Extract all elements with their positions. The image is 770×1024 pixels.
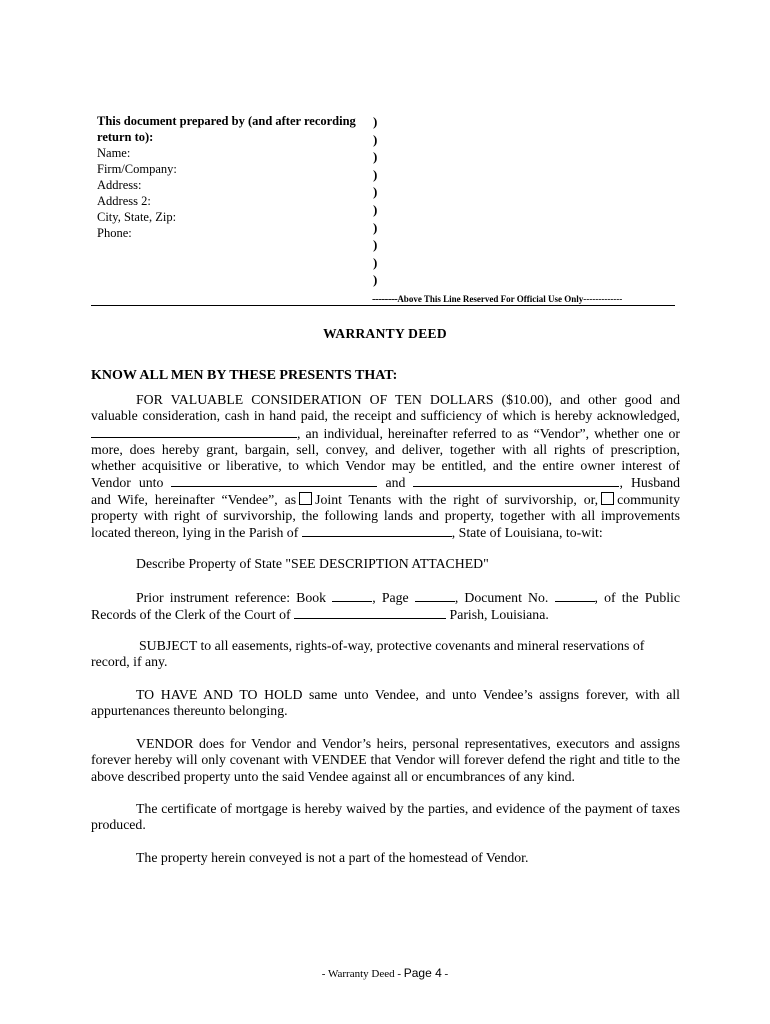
text-segment: , Husband xyxy=(619,475,681,491)
text-line: produced. xyxy=(91,817,146,833)
text-line: forever hereby will only covenant with VENDEE that Vendor will forever defend the right and title to the xyxy=(91,752,680,768)
know-all-heading: KNOW ALL MEN BY THESE PRESENTS THAT: xyxy=(91,368,398,383)
text-segment: , State of Louisiana, to-wit: xyxy=(451,525,603,541)
city-state-zip-field-label: City, State, Zip: xyxy=(97,210,177,224)
joint-tenants-checkbox[interactable] xyxy=(299,492,312,505)
paren: ) xyxy=(373,201,378,217)
paren: ) xyxy=(373,149,378,165)
official-use-line xyxy=(372,293,622,305)
page-footer xyxy=(0,966,770,980)
firm-field-label: Firm/Company: xyxy=(97,162,177,176)
text-line: SUBJECT to all easements, rights-of-way, protective covenants and mineral reservations of xyxy=(139,638,645,653)
prepared-by-label: This document prepared by (and after recording xyxy=(97,114,356,128)
reserved-trail: ------------- xyxy=(583,294,623,304)
text-segment: community xyxy=(617,491,680,507)
vendee-husband-blank[interactable] xyxy=(171,474,377,487)
warranty-paragraph xyxy=(91,736,680,785)
footer-prefix: - Warranty Deed - xyxy=(321,968,404,980)
vendee-wife-blank[interactable] xyxy=(413,474,619,487)
text-line xyxy=(91,425,680,442)
return-to-label: return to): xyxy=(97,130,154,144)
text-line: TO HAVE AND TO HOLD same unto Vendee, and unto Vendee’s assigns forever, with all xyxy=(136,687,680,702)
text-line: VENDOR does for Vendor and Vendor’s heirs, personal representatives, executors and assigns xyxy=(136,736,680,751)
text-line xyxy=(91,492,680,508)
footer-suffix: - xyxy=(441,968,449,980)
text-line: Describe Property of State "SEE DESCRIPTION ATTACHED" xyxy=(136,556,489,571)
court-parish-blank[interactable] xyxy=(294,606,446,619)
text-line: FOR VALUABLE CONSIDERATION OF TEN DOLLARS ($10.00), and other good and xyxy=(136,392,680,407)
text-line: The property herein conveyed is not a part of the homestead of Vendor. xyxy=(136,850,529,865)
text-line: appurtenances thereunto belonging. xyxy=(91,703,288,719)
text-line: The certificate of mortgage is hereby waived by the parties, and evidence of the payment of taxes xyxy=(136,801,680,816)
text-segment: , Page xyxy=(372,590,409,605)
parish-blank[interactable] xyxy=(302,524,452,537)
paren: ) xyxy=(373,114,378,129)
homestead-paragraph xyxy=(91,850,680,866)
text-line xyxy=(91,606,680,623)
phone-field-label: Phone: xyxy=(97,226,132,240)
paren: ) xyxy=(373,272,378,288)
mortgage-certificate-paragraph xyxy=(91,801,680,834)
paren: ) xyxy=(373,237,378,253)
vendor-name-blank[interactable] xyxy=(91,425,297,438)
reserved-dashes: -------- xyxy=(372,293,398,305)
paren: ) xyxy=(373,131,378,147)
text-segment: , an individual, hereinafter referred to as “Vendor”, whether one or xyxy=(297,425,680,441)
text-line: record, if any. xyxy=(91,654,168,670)
text-segment: Prior instrument reference: Book xyxy=(136,590,327,605)
preparer-block xyxy=(97,113,367,241)
text-line: above described property unto the said Vendee against all or encumbrances of any kind. xyxy=(91,768,576,784)
name-field-label: Name: xyxy=(97,146,131,160)
subject-to-paragraph xyxy=(91,638,680,671)
text-line: property with right of survivorship, the following lands and property, together with all improvements xyxy=(91,508,680,524)
page-number: Page 4 xyxy=(403,966,442,980)
text-line xyxy=(91,589,680,606)
document-title: WARRANTY DEED xyxy=(323,326,447,341)
describe-paragraph xyxy=(91,556,680,572)
text-segment: , Document No. xyxy=(454,590,549,605)
habendum-paragraph xyxy=(91,687,680,720)
text-segment: Parish, Louisiana. xyxy=(449,607,549,623)
book-blank[interactable] xyxy=(332,589,372,602)
text-segment: Joint Tenants with the right of survivorship, or, xyxy=(315,491,599,507)
text-segment: Vendor unto xyxy=(91,475,164,491)
text-line xyxy=(91,524,680,541)
paren: ) xyxy=(373,166,378,182)
reserved-text: Above This Line Reserved For Official Use Only xyxy=(397,294,584,304)
text-segment: and xyxy=(385,475,406,491)
community-property-checkbox[interactable] xyxy=(601,492,614,505)
text-line: valuable consideration, cash in hand paid, the receipt and sufficiency of which is hereby acknowledged, xyxy=(91,408,680,424)
prior-instrument-paragraph xyxy=(91,589,680,624)
text-line: whether acquisitive or liberative, to which Vendor may be entitled, and the entire owner interest of xyxy=(91,458,680,474)
text-line xyxy=(91,474,680,491)
page-blank[interactable] xyxy=(415,589,455,602)
consideration-paragraph xyxy=(91,392,680,542)
address2-field-label: Address 2: xyxy=(97,194,151,208)
paren-column xyxy=(373,113,377,289)
document-no-blank[interactable] xyxy=(555,589,595,602)
paren: ) xyxy=(373,254,378,270)
text-line: more, does hereby grant, bargain, sell, convey, and deliver, together with all rights of prescription, xyxy=(91,441,680,457)
text-segment: and Wife, hereinafter “Vendee”, as xyxy=(91,491,297,507)
text-segment: located thereon, lying in the Parish of xyxy=(91,525,299,541)
paren: ) xyxy=(373,219,378,235)
reserved-divider xyxy=(91,305,675,306)
text-segment: Records of the Clerk of the Court of xyxy=(91,607,291,623)
text-segment: , of the Public xyxy=(594,590,681,605)
paren: ) xyxy=(373,184,378,200)
address-field-label: Address: xyxy=(97,178,142,192)
